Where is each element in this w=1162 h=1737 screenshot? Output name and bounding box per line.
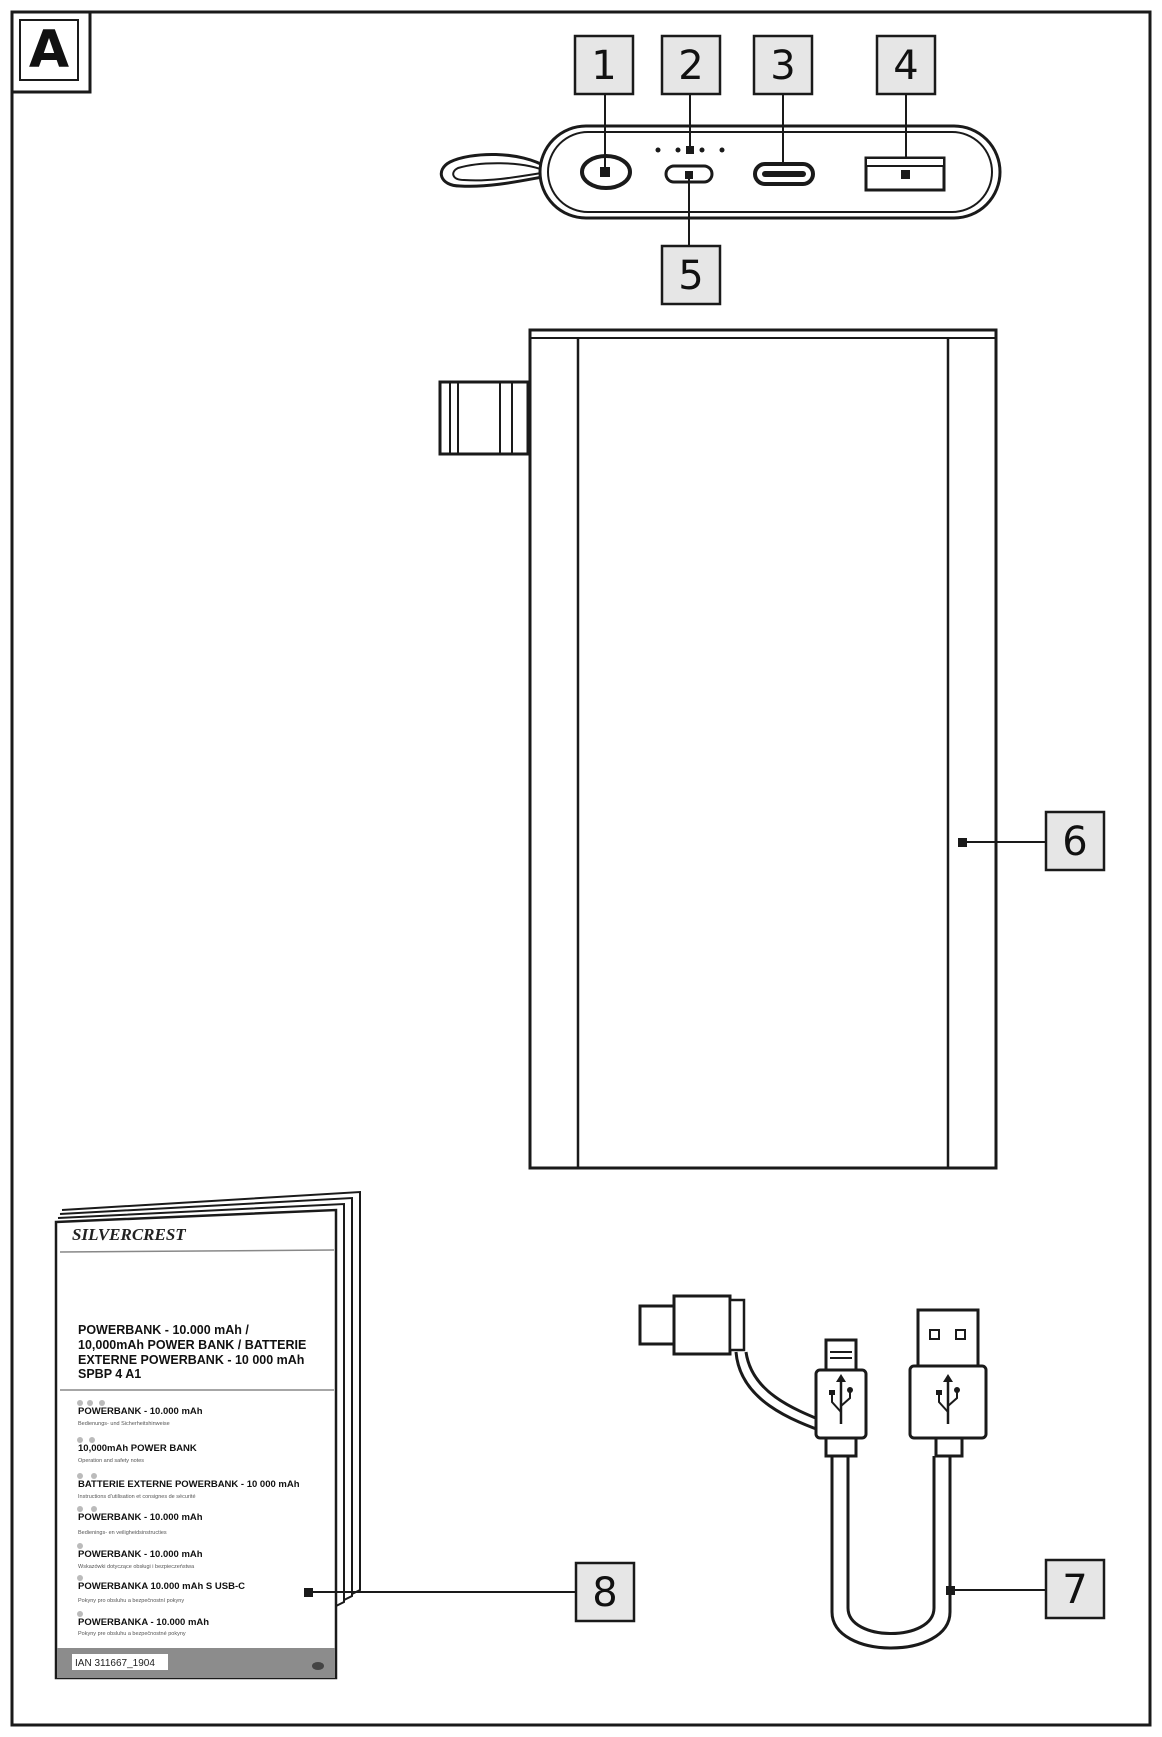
manual-footer-emblem-icon (312, 1662, 324, 1670)
power-bank-face-view (440, 330, 1046, 1168)
manual-brand-logo: SILVERCREST (72, 1225, 186, 1244)
callout-number-6: 6 (1062, 819, 1088, 865)
callout-number-1: 1 (591, 43, 617, 89)
lanyard-loop (441, 154, 548, 186)
callout-dot-5 (685, 171, 693, 179)
manual-entry-subtitle: Pokyny pro obsluhu a bezpečnostní pokyny (78, 1598, 185, 1604)
callout-number-7: 7 (1062, 1567, 1088, 1613)
usb-a-port-tongue (866, 158, 944, 166)
usb-a-strain-relief (936, 1438, 962, 1456)
manual-title-line-2: 10,000mAh POWER BANK / BATTERIE (78, 1338, 307, 1352)
manual-ian-code: IAN 311667_1904 (75, 1658, 155, 1669)
manual-entry-title: POWERBANKA - 10.000 mAh (78, 1617, 210, 1628)
usb-c-adapter-collar (730, 1300, 744, 1350)
led-1 (656, 148, 661, 153)
manual-entry-title: POWERBANK - 10.000 mAh (78, 1549, 203, 1560)
usb-cable (640, 1296, 1046, 1648)
figure-label: A (28, 20, 70, 80)
micro-usb-strain-relief (826, 1438, 856, 1456)
led-4 (720, 148, 725, 153)
manual-entry-subtitle: Bedienungs- und Sicherheitshinweise (78, 1421, 170, 1427)
callout-dot-4 (901, 170, 910, 179)
callout-dot-1 (600, 167, 610, 177)
manual-entry-subtitle: Wskazówki dotyczące obsługi i bezpieczeństwa (78, 1564, 195, 1570)
callout-number-4: 4 (893, 43, 919, 89)
led-3 (700, 148, 705, 153)
cable-loop-inner (848, 1456, 934, 1634)
manual-entry-subtitle: Instructions d'utilisation et consignes de sécurité (78, 1494, 196, 1500)
callout-number-2: 2 (678, 43, 704, 89)
callout-number-8: 8 (592, 1570, 618, 1616)
manual-title-line-3: EXTERNE POWERBANK - 10 000 mAh (78, 1353, 305, 1367)
micro-usb-tip (826, 1340, 856, 1370)
manual-entry-subtitle: Pokyny pre obsluhu a bezpečnostné pokyny (78, 1631, 186, 1637)
callout-number-5: 5 (678, 253, 704, 299)
manual-title-line-1: POWERBANK - 10.000 mAh / (78, 1323, 249, 1337)
manual-entry-title: POWERBANK - 10.000 mAh (78, 1512, 203, 1523)
instruction-manual (56, 1192, 576, 1678)
manual-entry-subtitle: Bedienings- en veiligheidsinstructies (78, 1530, 167, 1536)
usb-a-contact-2 (956, 1330, 965, 1339)
manual-entry-title: BATTERIE EXTERNE POWERBANK - 10 000 mAh (78, 1479, 300, 1490)
lanyard-attachment (440, 382, 528, 454)
manual-entry-title: 10,000mAh POWER BANK (78, 1443, 197, 1454)
manual-title-line-4: SPBP 4 A1 (78, 1367, 142, 1381)
usb-a-contact-1 (930, 1330, 939, 1339)
manual-entry-title: POWERBANKA 10.000 mAh S USB-C (78, 1581, 245, 1592)
manual-entry-title: POWERBANK - 10.000 mAh (78, 1406, 203, 1417)
cable-loop-outer (832, 1456, 950, 1648)
usb-c-adapter-body (674, 1296, 730, 1354)
manual-entry-subtitle: Operation and safety notes (78, 1458, 145, 1464)
usb-c-adapter-tip (640, 1306, 674, 1344)
callout-dot-2 (686, 146, 694, 154)
led-2 (676, 148, 681, 153)
callout-number-3: 3 (770, 43, 796, 89)
usb-c-port-slot (762, 171, 806, 177)
power-bank-end-view (441, 92, 1000, 246)
usb-a-plug-tip (918, 1310, 978, 1366)
power-bank-body (530, 330, 996, 1168)
